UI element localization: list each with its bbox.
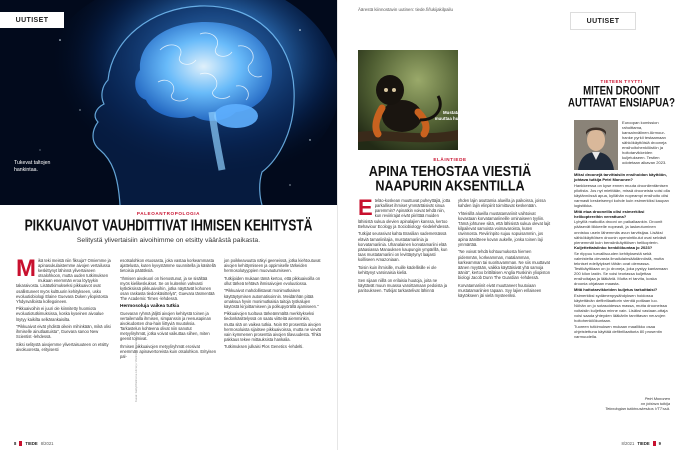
signature-org: Teknologian tutkimuskeskus VTT:ssä. bbox=[605, 406, 670, 411]
brain-hero-image bbox=[0, 0, 337, 205]
sidebar-title-line-1: MITEN DROONIT bbox=[583, 84, 660, 98]
subheading: Hermosoluja vaikea tutkia bbox=[120, 303, 180, 309]
paragraph: yhden lajin asuttamia alueilla ja paikoissa, joissa kahden lajin elinpiirit toimittuvat keskenään. bbox=[458, 198, 546, 209]
left-page bbox=[0, 0, 337, 450]
paragraph: Pikkuaivoihin ei juuri ole kiinnitetty huomiota evoluutiotutkimuksissa, koska kyseinen aivoalue löytyy kaikilta selkärankaisilta. bbox=[16, 306, 104, 322]
body-column-3 bbox=[224, 258, 321, 436]
footer-mark-icon bbox=[19, 441, 22, 446]
magazine-name: TIEDE bbox=[25, 441, 38, 446]
paragraph: Tutkijat seurasivat kahta Brasilian sademetsässä eläviä tamariinilajia, mustatamariinia ja korvatamariinia. Uhanalainen korvatamariini elää pääasiassa Manauksen kaupungin ympärillä, kun taas mustatamariini on levittäytynyt laajasti koilliseen Amazoniaan. bbox=[358, 231, 448, 263]
paragraph: "Ihmisen aivokuori on hienostunut, ja se sisältää myös kielikeskukset. Se on kuitenkin vahvasti kytköksissä pikkuaivoihin, jotka näyttävät kohonen osan raskasta tiedonkäsittelyä", Guevara täsmentää The Academic Times -lehdessä. bbox=[120, 275, 215, 302]
article-headline: PIKKUAIVOT VAUHDITTIVAT IHMISEN KEHITYSTÄ bbox=[24, 216, 313, 235]
section-tag: UUTISET bbox=[570, 12, 636, 30]
interview-answer: Se riippuu turvallisuuden kehityksestä sekä valmistelta olevasta ilmailulainsäädännöstä, mutta tekniset edellytykset tähän ovat olemassa. Testikäyttöaan on jo droneja, joka pystyy kantamaan 200 kilon lastin. Se voisi teoriassa kuljettaa ensihoitajaa ja lääkäriä. Mutta ei tarvita, koska droonia ohjataan maasta. bbox=[574, 250, 668, 287]
interview-question: Mitä hoitotarvikkeiden kuljetus tarkoittaisi? bbox=[574, 287, 658, 293]
article-kicker: ELÄINTIEDE bbox=[433, 157, 467, 162]
page-footer bbox=[14, 441, 54, 446]
body-column-1 bbox=[358, 195, 452, 434]
interview-question: Miksi droonejä tarvittaisiin ensihoidon käyttöön, johtava tutkija Petri Mononen? bbox=[574, 172, 667, 183]
paragraph: Ihmisen pikkuaivojen metyyliryhmät erosivat enemmän apinavertoreista kuin otsalohkon. Erityisen pal- bbox=[120, 343, 217, 359]
paragraph: "Pikkuaivot eivät yhdistä oikein mihinkään, mikä olisi ihmiselle ainutlaatuista", Guevara sanoo New Scientist -lehdessä. bbox=[16, 324, 111, 340]
photo-caption: Mustatamariini muuttaa huutoaan. bbox=[434, 110, 474, 121]
sidebar-signature bbox=[574, 396, 670, 411]
paragraph: "Pikkuaivot mahdollistavat monimutkaisen käyttäytymisen automatisoinnin. Meidänhän pitää omaksua hyvin monimutkaisia taitoja työkalujen käytöstä kirjoittamiseen ja polkupyörällä ajamiseen." bbox=[224, 288, 319, 309]
portrait-photo bbox=[574, 120, 618, 170]
interview-question: Kuljettettaisiinko henkilökuntaa jo 2023? bbox=[574, 245, 653, 251]
interview-answer: Esimerkiksi sydämenpysähdyksen hoidossa käytettävän defibrillaattorin vientiä potilaan luo. Nöhän on jo sotasoidessa massa, mutta drooneissa voitaisiin kuljettaa minne vain. Lisäksi vastaan-ottaja voisi saada yhteyden lääkäriin tarvittavan neuvojen hoitohenkilökuntaan. bbox=[574, 292, 668, 324]
paragraph: esotsalohkon etuosasta, joka vastaa korkeammasta ajattelusta, kuten kyvystämme suunnitella ja käsitellä tietoisia päätöksiä. bbox=[120, 258, 216, 274]
body-column-2 bbox=[458, 198, 552, 434]
footer-mark-icon bbox=[653, 441, 656, 446]
paragraph: teläo-koskean muuttuvat puheyttäjiä, jotta parkalliset ihmiset ymmärtäisivät sinua paremmin? Apinatkin voivat tehdä niin, kun reviirirajat eivät piirittää muiden lähisistä sukua olevien apinalajien kanssa, kertoo Behaviour Ecology ja Sociobiology -tiedelehdessä. bbox=[358, 198, 451, 229]
page-number: 8 bbox=[14, 441, 17, 446]
sidebar-kicker: TIETEEN TYYTTI bbox=[600, 79, 643, 84]
interview-answer: Lyhyillä matkoilla drooni on paikallaankin. Droonit pääsevät liikkeelle nopeasti, ja laskeutuminen onnistuu usein lähemmäs avun tarvitsijaa. Lisäksi sähkökäyttöisen droonin operointikulut ovat selvästi pienemmät kuin bensiinikäyttöisen helikopterin. bbox=[574, 219, 667, 245]
body-column-1 bbox=[16, 255, 113, 436]
section-tag: UUTISET bbox=[0, 12, 64, 28]
sidebar-title bbox=[568, 86, 675, 110]
paragraph: Guevaran ryhmä jäljitti aivojen kehitystä toinen ja vertailemalla ihmisen, simpanssin ja reesusapinan aivokudosten dna-hain liittyviä muutoksia. Tarkastelun kohteena olivat niin sanotut metyyliryhmät, jotka voivat vaikuttaa siihen, miten geenit toimivat. bbox=[120, 310, 212, 342]
drop-cap: M bbox=[16, 255, 36, 282]
right-page bbox=[337, 0, 675, 450]
interview-answer: Hankkeessa on kyse ennen muuta droonilentämisen pilotista. Jos nyt mietitään, missä drooneista voisi olla käytännössä apua, kyllähän nopeampi ensihoito olisi varmasti keskeisempi kohde kuin esimerkiksi kaupan logistiikka. bbox=[574, 182, 670, 209]
interview-question: Mitä etua drooneilla olisi esimerkiksi helikoptereihin verrattuna? bbox=[574, 208, 645, 219]
signature-name: Petri Mononen bbox=[644, 396, 670, 401]
paragraph: Toisin kuin ihmisille, muille kädellisille ei ole kehittynyt varsinaisia kieliä. bbox=[358, 264, 437, 276]
signature-role: on johtava tutkija bbox=[640, 401, 670, 406]
paragraph: Sen sijaan niillä on erilaisia huutoja, joita ne käyttävät muun muassa varoittamaan pedoista ja paritoukseen. Tutkijat tarkastelivat lähinnä bbox=[358, 277, 447, 293]
paragraph: ikä teki meistä niin fiksuja? Omiemme ja apinasukulaistemme aivojen vertailussa keskittynyt lähinnä ylivertaiseen otsalohkoon, mutta uuden tutkimuksen mukaan enemmän eroa löytyykin takaraivosta. Lisätutkimukseksi pikkuaivot ovat osallistuneet myös kulttuurin kehitykseen, usko evoluutiobiologi Elaine Guevara Duken yliopistosta Yhdysvalloista kollegoineen. bbox=[16, 258, 111, 304]
sidebar-title-line-2: AUTTAVAT ENSIAPUA? bbox=[568, 96, 675, 110]
page-number: 9 bbox=[658, 441, 661, 446]
portrait-illustration bbox=[574, 120, 618, 170]
article-lead: Selitystä ylivertaisiin aivoihimme on etsitty väärästä paikasta. bbox=[76, 237, 261, 244]
paragraph: Tutkimuksen julkaisi Plos Genetics -lehdelti. bbox=[224, 344, 304, 350]
paragraph: Pikkuaivojen tuoltuva tärkeämmältä merkitykseksi tiedonkäsittelyssä on saatu viitteitä aiemminkin, mutta sitä on vaikea tutkia. Noin 80 prosenttia aivojen hermosoluista sijaitsee pikkuaivoissa, mutta ne vievät vain kymmenen prosenttia aivojen tilavuudesta. Tihkä pakkaus tekee mittauksista hankalia. bbox=[224, 311, 321, 342]
paragraph: Tutkijoiden mukaan tämä kertoo, että pikkuaivoilla on ollut tärkeä tehtävä ihmisaivojen evoluutiossa. bbox=[224, 275, 321, 286]
paragraph: "Ne voivat tehdä kohtuumukosta hiemen pidemmän, korkeamman, matalamman, karkeamman tai suorituvamman. Ne siis muuttavat äänen myytään, vaikka käyttäisivät yhä samoja ääniä", kertoo brittiläisen Anglia Ruskinin yliopiston biologi Jacob Dunn The Guardian -lehdessä. bbox=[458, 249, 551, 281]
drop-cap: E bbox=[358, 195, 373, 220]
sidebar-body bbox=[574, 172, 670, 340]
article-headline bbox=[348, 164, 552, 194]
headline-line-2: NAAPURIN AKSENTILLA bbox=[375, 177, 525, 195]
hero-caption: Tukevat taltojen hankintaa. bbox=[14, 160, 51, 173]
issue-number: 8/2021 bbox=[621, 441, 635, 446]
magazine-name: TIEDE bbox=[637, 441, 650, 446]
page-footer bbox=[622, 441, 662, 446]
paragraph: Yhteisillä alueilla mustatamariinit vaihtoivat kovastaan korvatamariineille ominaiseen tyyliin. Tämä johtunee siitä, että lähisistä sukua olevat lajit kilpailevat samoista voimavaroista, kuten ravinnosta. Reviirinpito sujuu sopuisammin, jos apina äänitteee kovan aukelle, jonka toinen laji ymmärtää. bbox=[458, 210, 551, 247]
sidebar-intro: Euroopan komission rahoittama, kansainvälinen Airmour-hanke pyrkii testaamaan sähkökäyttöisiä drooneja ensihoitohenkilöstön ja hoitotarvikkeiden kuljetukseen. Testien odotetaan alkavan 2023. bbox=[622, 120, 667, 166]
issue-number: 8/2021 bbox=[40, 441, 54, 446]
brain-illustration bbox=[0, 0, 337, 205]
paragraph: jon poikkeavuutta näkyi geeneissä, jotka kiehtoutuvat aivojen kehittymiseen ja oppimiselle tärkeiden hermosolutyyppien muovautumiseen. bbox=[224, 258, 321, 274]
monkey-illustration bbox=[358, 50, 458, 150]
article-kicker: PALEOANTROPOLOGIA bbox=[136, 211, 201, 216]
paragraph: Siksi selitystä aivojemme ylivertaisuuteen on etsitty aivokuoresta, erityisesti bbox=[16, 341, 109, 352]
monkey-photo bbox=[358, 50, 474, 150]
headline-line-1: APINA TEHOSTAA VIESTIÄ bbox=[368, 162, 532, 180]
interview-answer: Tuoreen tutkimuksen mukaan maallikko osaa ohjeistettuna käyttää defibrillaattoria 80 prosentin varmuudella. bbox=[574, 323, 662, 339]
photo-credit: Kuvat: Getty/Wellcome Library / Wellcome Collection bbox=[134, 336, 138, 402]
article-body bbox=[358, 195, 552, 434]
article-body bbox=[16, 255, 321, 436]
paragraph: Korvatamariinit eivät muuttaneet huutoiaan mustatamariinien tapaan. Syy lajien erilaiseen käytökseen jäi vielä mysteeriksi. bbox=[458, 282, 542, 299]
top-note: Äärestä kiinnostavin uutinen: tiede.fi/lukijakilpailu bbox=[358, 7, 453, 12]
